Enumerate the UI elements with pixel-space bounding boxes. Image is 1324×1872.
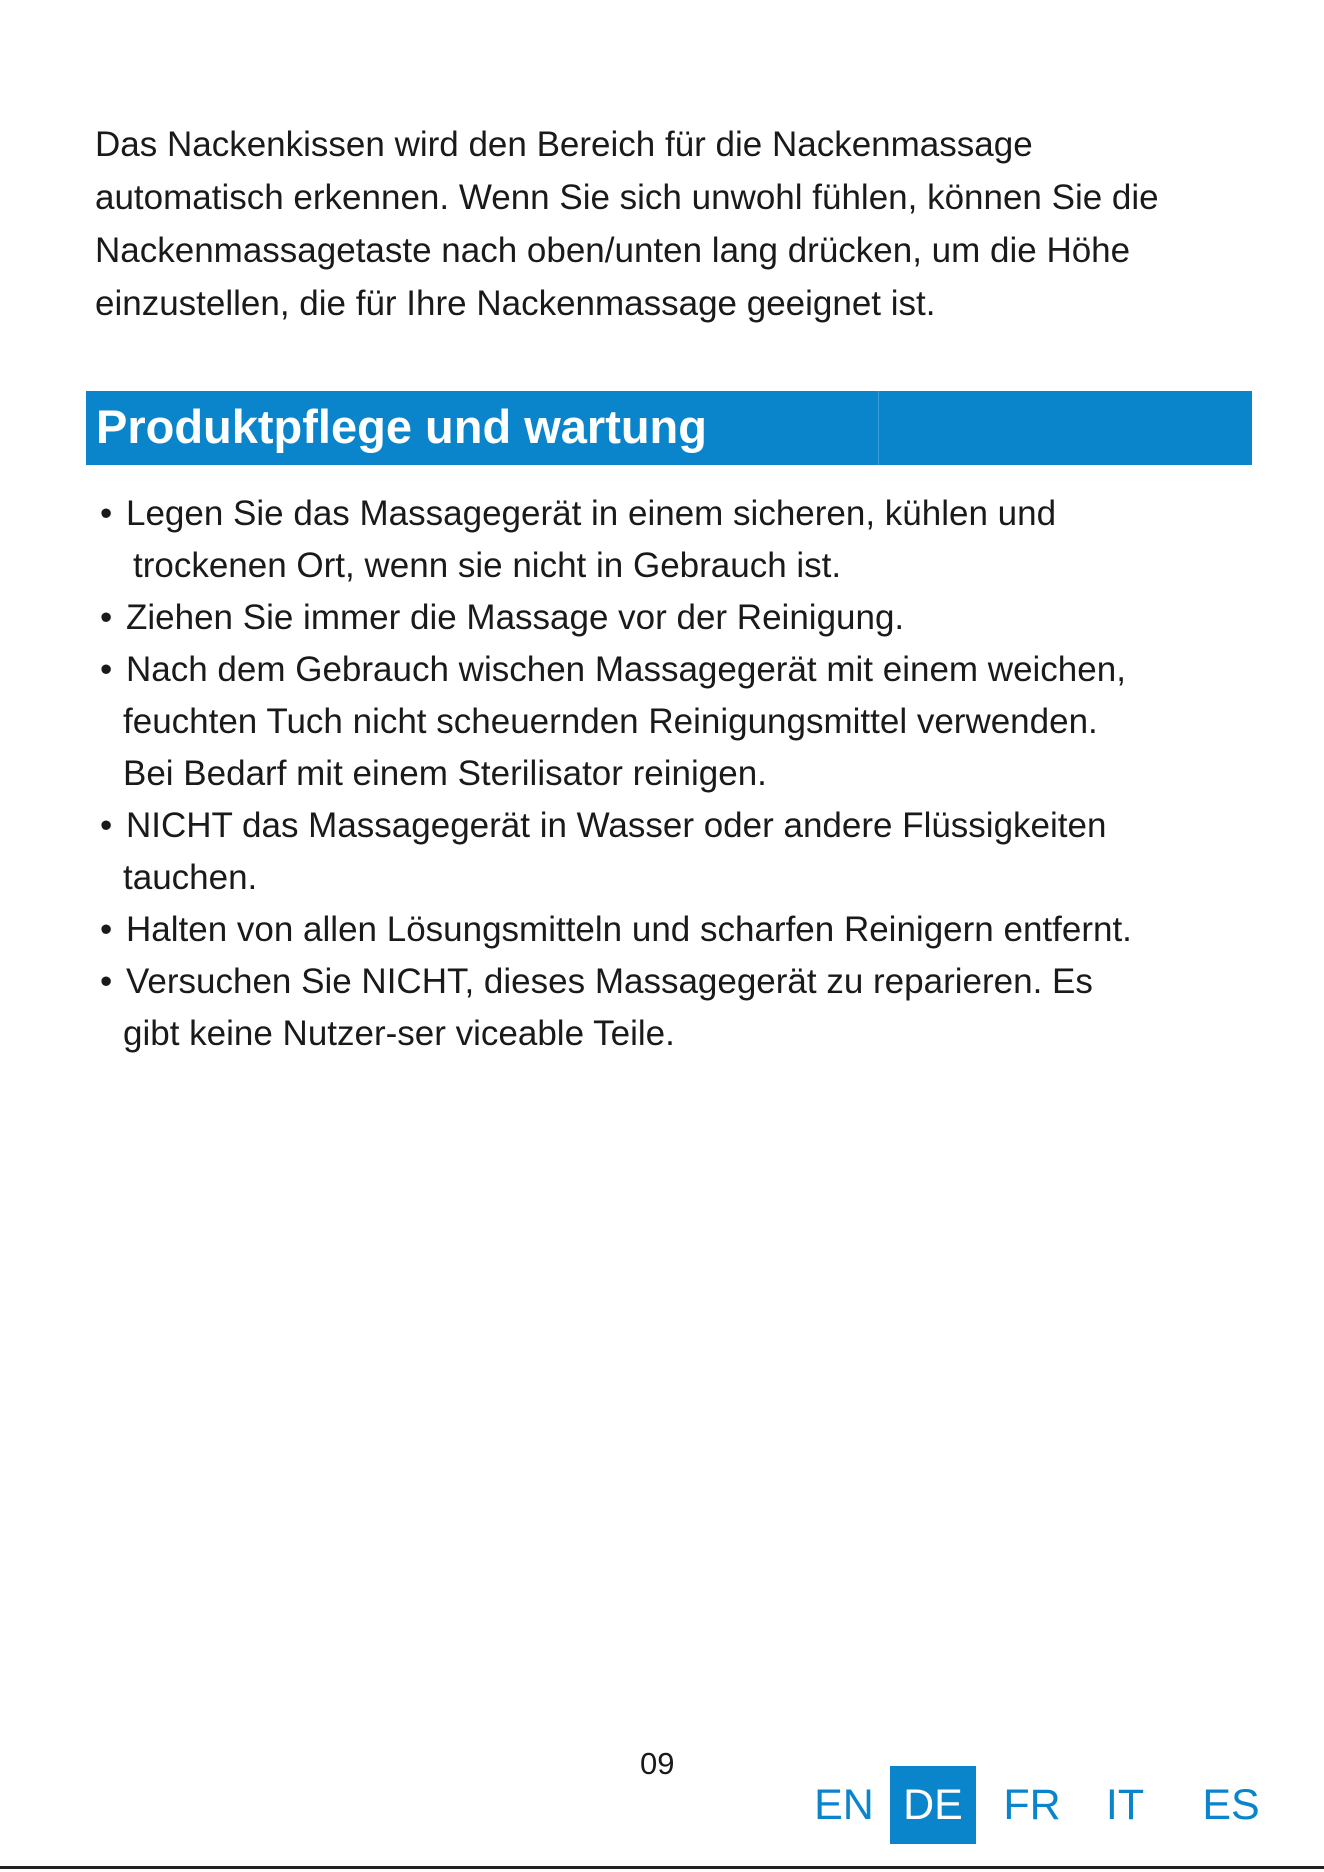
language-tab-en[interactable]: EN <box>814 1781 874 1829</box>
list-item-text: feuchten Tuch nicht scheuernden Reinigungsmittel verwenden. <box>123 702 1098 741</box>
list-item-text: trockenen Ort, wenn sie nicht in Gebrauch ist. <box>133 546 842 585</box>
intro-line: Das Nackenkissen wird den Bereich für die Nackenmassage <box>95 125 1033 164</box>
list-item <box>100 800 1260 904</box>
list-item-text: Bei Bedarf mit einem Sterilisator reinigen. <box>123 754 767 793</box>
list-item <box>100 956 1260 1060</box>
intro-line: einzustellen, die für Ihre Nackenmassage geeignet ist. <box>95 284 936 323</box>
list-item <box>100 644 1260 800</box>
list-item-text: tauchen. <box>123 858 258 897</box>
intro-line: automatisch erkennen. Wenn Sie sich unwohl fühlen, können Sie die <box>95 178 1159 217</box>
language-tab-es[interactable]: ES <box>1202 1781 1260 1829</box>
language-switcher <box>800 1766 1270 1844</box>
section-header-bar <box>86 391 1252 465</box>
section-bar-divider <box>878 391 879 465</box>
language-tab-de[interactable]: DE <box>890 1766 976 1844</box>
list-item-text: • Legen Sie das Massagegerät in einem sicheren, kühlen und <box>100 488 1260 540</box>
list-item <box>100 488 1260 592</box>
list-item-text: • Nach dem Gebrauch wischen Massagegerät mit einem weichen, <box>100 644 1260 696</box>
language-tab-fr[interactable]: FR <box>1003 1781 1061 1829</box>
list-item-text: • Halten von allen Lösungsmitteln und scharfen Reinigern entfernt. <box>100 904 1260 956</box>
intro-line: Nackenmassagetaste nach oben/unten lang drücken, um die Höhe <box>95 231 1131 270</box>
bottom-border <box>0 1866 1324 1869</box>
intro-paragraph <box>95 118 1255 330</box>
care-instructions-list <box>100 488 1260 1060</box>
list-item <box>100 592 1260 644</box>
list-item-text: gibt keine Nutzer-ser viceable Teile. <box>123 1014 675 1053</box>
list-item-text: • Versuchen Sie NICHT, dieses Massagegerät zu reparieren. Es <box>100 956 1260 1008</box>
list-item <box>100 904 1260 956</box>
section-title: Produktpflege und wartung <box>96 400 707 453</box>
list-item-text: • Ziehen Sie immer die Massage vor der Reinigung. <box>100 592 1260 644</box>
page-number: 09 <box>640 1746 675 1781</box>
list-item-text: • NICHT das Massagegerät in Wasser oder andere Flüssigkeiten <box>100 800 1260 852</box>
language-tab-it[interactable]: IT <box>1105 1781 1145 1829</box>
